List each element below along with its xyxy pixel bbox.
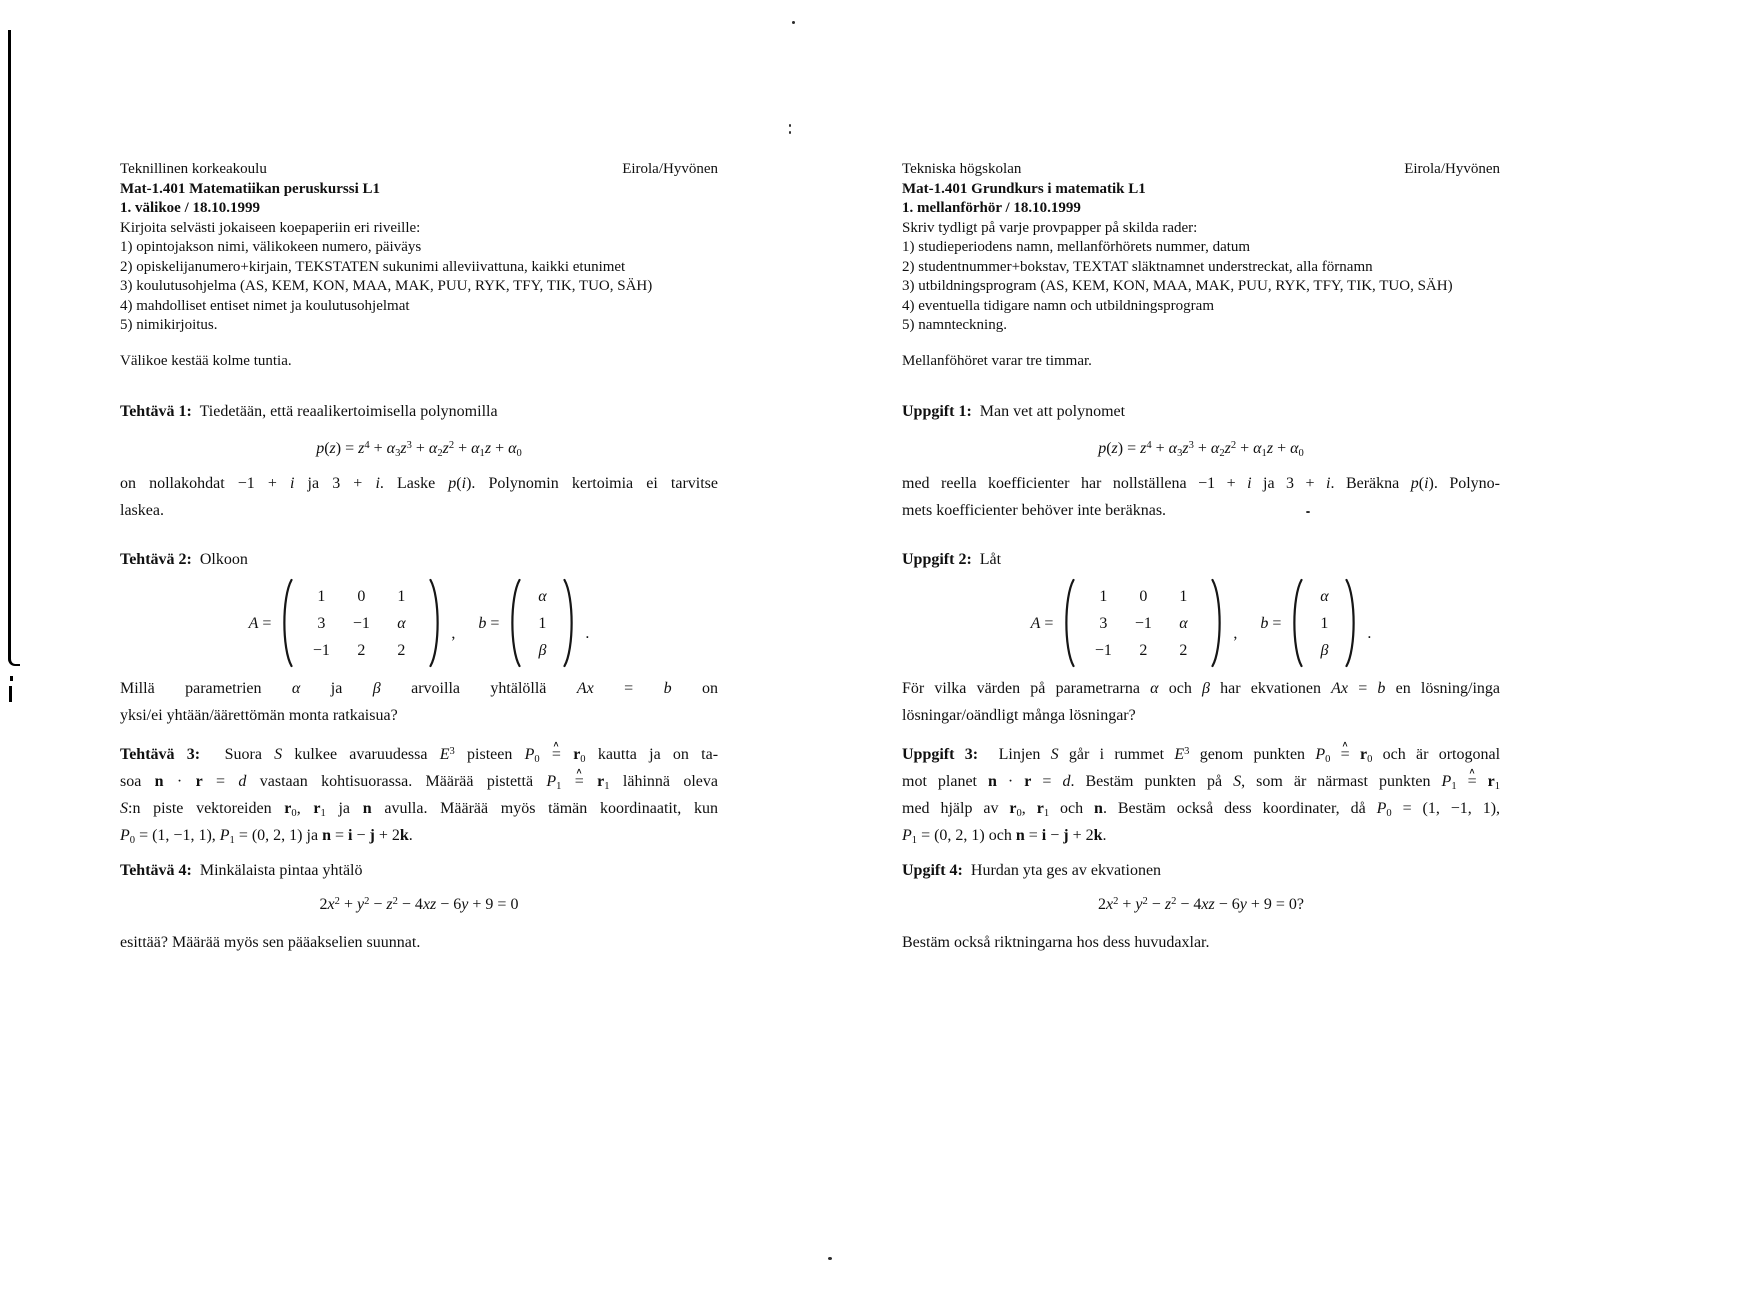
vector-left-paren [1288, 577, 1304, 669]
problem-2-body-line: lösningar/oändligt många lösningar? [902, 707, 1136, 724]
vector-cell: α [538, 587, 547, 605]
vector-b [529, 583, 555, 664]
problem-4-heading: Tehtävä 4: Minkälaista pintaa yhtälö [120, 862, 363, 879]
problem-2-body-line: Millä parametrien α ja β arvoilla yhtälöllä Ax = b on [120, 680, 719, 697]
matrix-a [1083, 583, 1203, 664]
matrix-cell: −1 [1134, 614, 1152, 632]
instruction-line: 4) mahdolliset entiset nimet ja koulutusohjelmat [120, 297, 410, 314]
matrix-left-paren [278, 577, 294, 669]
problem-1-body-line: mets koefficienter behöver inte beräknas. [902, 502, 1167, 519]
problem-3-line: $P_1 = (0$, 2, 1) och n = i − j + 2k. [902, 827, 1107, 846]
instruction-line: 4) eventuella tidigare namn och utbildningsprogram [902, 297, 1214, 314]
problem-3-line: Uppgift 3: Linjen S går i rummet $E^3$ genom punkten $P_0$ = ∧ $r_0$ och är ortogonal [902, 741, 1500, 768]
separator-period: . [585, 624, 590, 642]
author-name: Eirola/Hyvönen [622, 161, 718, 177]
problem-2-heading: Uppgift 2: Låt [902, 551, 1002, 568]
problem-4-outro: Bestäm också riktningarna hos dess huvudaxlar. [902, 934, 1210, 951]
instruction-line: 1) studieperiodens namn, mellanförhörets nummer, datum [902, 239, 1251, 255]
vector-b-label: b = [478, 614, 500, 632]
left-problems [120, 398, 718, 956]
matrix-cell: 2 [397, 641, 406, 659]
instruction-line: 1) opintojakson nimi, välikokeen numero, päiväys [120, 239, 422, 255]
matrix-cell: 1 [317, 587, 326, 605]
problem-3-line: $P_0 = (1$, −1, 1), $P_1 = (0$, 2, 1) ja n = i − j + 2k. [120, 827, 413, 846]
separator-comma: , [1233, 624, 1238, 642]
problem-2-body-line: yksi/ei yhtään/äärettömän monta ratkaisua? [120, 707, 398, 724]
matrix-a-label: A = [1030, 614, 1054, 632]
scan-speck [789, 124, 791, 127]
separator-comma: , [451, 624, 456, 642]
scan-artifact-line [8, 30, 11, 652]
instruction-line: 2) opiskelijanumero+kirjain, TEKSTATEN sukunimi alleviivattuna, kaikki etunimet [120, 258, 626, 275]
vector-right-paren [562, 577, 578, 669]
institution-name: Teknillinen korkeakoulu [120, 161, 267, 177]
vector-cell: 1 [1320, 614, 1329, 632]
scan-speck [828, 1257, 832, 1260]
matrix-cell: 0 [357, 587, 366, 605]
author-name: Eirola/Hyvönen [1404, 161, 1500, 177]
matrix-cell: −1 [312, 641, 330, 659]
course-title: Mat-1.401 Grundkurs i matematik L1 [902, 180, 1146, 197]
matrix-cell: 2 [1179, 641, 1188, 659]
matrix-cell: −1 [1094, 641, 1112, 659]
problem-4-outro: esittää? Määrää myös sen pääakselien suunnat. [120, 934, 421, 951]
problem-3-line: mot planet n · r = d. Bestäm punkten på S, som är närmast punkten $P_1$ = ∧ $r_1$ [902, 768, 1500, 795]
vector-cell: β [538, 641, 547, 659]
problem-3-line: soa n · r = d vastaan kohtisuorassa. Määrää pistettä $P_1$ = ∧ $r_1$ lähinnä oleva [120, 768, 718, 795]
problem-2-matrix-equation [902, 577, 1500, 669]
scan-artifact-hook [8, 650, 20, 666]
problem-1-body-line: med reella koefficienter har nollställena −1 + i ja 3 + i. Beräkna p(i). Polyno- [902, 475, 1500, 492]
problem-2-matrix-equation [120, 577, 718, 669]
instruction-line: 3) utbildningsprogram (AS, KEM, KON, MAA, MAK, PUU, RYK, TFY, TIK, TUO, SÄH) [902, 278, 1453, 294]
duration-note: Mellanföhöret varar tre timmar. [902, 352, 1092, 369]
left-header [120, 160, 718, 336]
matrix-cell: 0 [1139, 587, 1148, 605]
scan-speck [789, 131, 791, 134]
page-right-swedish [902, 160, 1500, 956]
page-left-finnish [120, 160, 718, 956]
matrix-cell: 1 [1179, 587, 1188, 605]
instruction-line: 5) namnteckning. [902, 317, 1007, 333]
problem-2-body-line: För vilka värden på parametrarna α och β har ekvationen Ax = b en lösning/inga [902, 680, 1500, 697]
matrix-right-paren [1210, 577, 1226, 669]
matrix-a-label: A = [248, 614, 272, 632]
vector-cell: 1 [538, 614, 547, 632]
right-header [902, 160, 1500, 336]
problem-1-body-line: on nollakohdat −1 + i ja 3 + i. Laske p(i). Polynomin kertoimia ei tarvitse [120, 475, 718, 492]
vector-b-label: b = [1260, 614, 1282, 632]
matrix-cell: 1 [1099, 587, 1108, 605]
duration-note: Välikoe kestää kolme tuntia. [120, 352, 292, 369]
problem-1-body-line: laskea. [120, 502, 164, 519]
matrix-cell: 3 [1099, 614, 1108, 632]
vector-right-paren [1344, 577, 1360, 669]
problem-3-line: med hjälp av $r_0$, $r_1$ och n. Bestäm också dess koordinater, då $P_0 = (1$, −1, 1), [902, 800, 1501, 819]
matrix-cell: 2 [357, 641, 366, 659]
vector-cell: β [1320, 641, 1329, 659]
matrix-cell: 1 [397, 587, 406, 605]
problem-1-equation: $p(z) = z^4 + \alpha_3z^3 + \alpha_2z^2 + \alpha_1z + \alpha_0$ [1098, 439, 1304, 459]
matrix-a [301, 583, 421, 664]
problem-1-heading: Tehtävä 1: Tiedetään, että reaalikertoimisella polynomilla [120, 403, 498, 420]
course-title: Mat-1.401 Matematiikan peruskurssi L1 [120, 180, 380, 197]
problem-3-line: Tehtävä 3: Suora S kulkee avaruudessa $E^3$ pisteen $P_0$ = ∧ $r_0$ kautta ja on ta- [120, 741, 718, 768]
institution-name: Tekniska högskolan [902, 161, 1022, 177]
problem-3-line: S:n piste vektoreiden $r_0$, $r_1$ ja n avulla. Määrää myös tämän koordinaatit, kun [120, 800, 718, 819]
instructions-intro: Kirjoita selvästi jokaiseen koepaperiin eri riveille: [120, 219, 421, 236]
matrix-cell: α [1179, 614, 1188, 632]
scan-artifact-dash [9, 686, 12, 702]
matrix-cell: 3 [317, 614, 326, 632]
problem-1-equation: $p(z) = z^4 + \alpha_3z^3 + \alpha_2z^2 + \alpha_1z + \alpha_0$ [316, 439, 522, 459]
vector-cell: α [1320, 587, 1329, 605]
matrix-cell: −1 [352, 614, 370, 632]
vector-b [1311, 583, 1337, 664]
instructions-intro: Skriv tydligt på varje provpapper på skilda rader: [902, 219, 1198, 236]
exam-title: 1. mellanförhör / 18.10.1999 [902, 200, 1081, 216]
problem-4-equation: $2x^2 + y^2 - z^2 - 4xz - 6y + 9 = 0$? [1097, 895, 1304, 913]
problem-1-heading: Uppgift 1: Man vet att polynomet [902, 403, 1126, 420]
instruction-line: 3) koulutusohjelma (AS, KEM, KON, MAA, MAK, PUU, RYK, TFY, TIK, TUO, SÄH) [120, 278, 653, 294]
scan-speck [10, 676, 13, 681]
matrix-cell: 2 [1139, 641, 1148, 659]
exam-title: 1. välikoe / 18.10.1999 [120, 200, 261, 216]
problem-4-heading: Upgift 4: Hurdan yta ges av ekvationen [902, 862, 1162, 879]
problem-4-equation: $2x^2 + y^2 - z^2 - 4xz - 6y + 9 = 0$ [319, 895, 519, 913]
right-problems [902, 398, 1500, 956]
vector-left-paren [506, 577, 522, 669]
scan-speck [792, 21, 795, 24]
matrix-cell: α [397, 614, 406, 632]
matrix-left-paren [1060, 577, 1076, 669]
matrix-right-paren [428, 577, 444, 669]
instruction-line: 2) studentnummer+bokstav, TEXTAT släktnamnet understreckat, alla förnamn [902, 258, 1373, 275]
problem-2-heading: Tehtävä 2: Olkoon [120, 551, 248, 568]
separator-period: . [1367, 624, 1372, 642]
instruction-line: 5) nimikirjoitus. [120, 317, 218, 333]
